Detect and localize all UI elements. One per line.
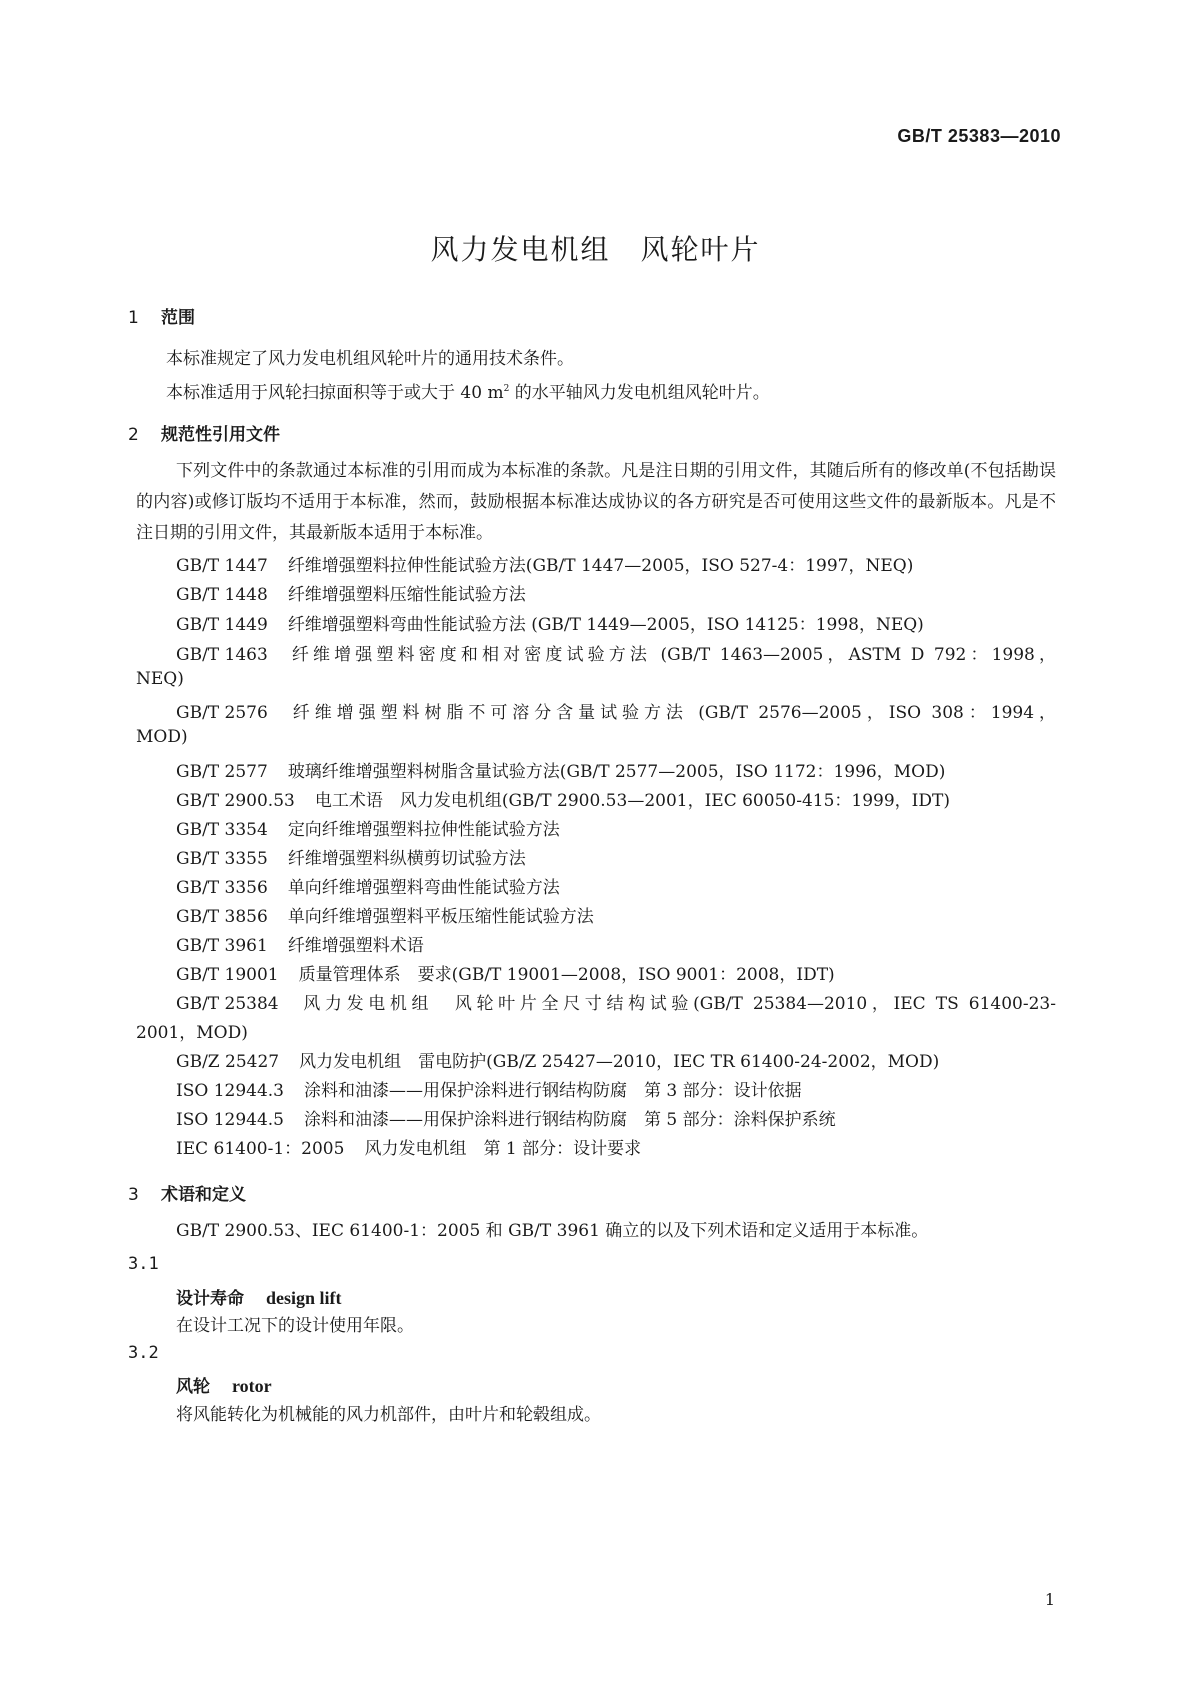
- section-number: 2: [128, 425, 139, 445]
- reference-item: [176, 698, 1056, 723]
- reference-title: 涂料和油漆——用保护涂料进行钢结构防腐 第 3 部分：设计依据: [304, 1081, 802, 1101]
- reference-code: GB/T 3354: [176, 820, 268, 840]
- reference-item: [176, 1047, 939, 1072]
- reference-item: [176, 610, 924, 635]
- term-zh: 设计寿命: [176, 1289, 244, 1309]
- reference-code: GB/T 1447: [176, 556, 268, 576]
- reference-code: GB/T 3961: [176, 936, 268, 956]
- reference-item: [176, 640, 1056, 665]
- superscript-exponent: 2: [503, 384, 510, 394]
- section-1-heading: [128, 303, 195, 328]
- reference-title: 纤维增强塑料树脂不可溶分含量试验方法 (GB/T 2576—2005，ISO 308：1994，: [287, 703, 1056, 723]
- section-title: 术语和定义: [161, 1185, 246, 1205]
- section-title: 范围: [161, 308, 195, 328]
- reference-code: GB/T 1449: [176, 615, 268, 635]
- reference-title: 纤维增强塑料弯曲性能试验方法 (GB/T 1449—2005，ISO 14125：1998，NEQ): [287, 615, 924, 635]
- reference-code: GB/T 1463: [176, 645, 268, 665]
- reference-title: 单向纤维增强塑料平板压缩性能试验方法: [287, 907, 594, 927]
- reference-item: [176, 931, 424, 956]
- standard-number: GB/T 25383—2010: [897, 126, 1061, 146]
- term-zh: 风轮: [176, 1377, 210, 1397]
- reference-item: [176, 873, 560, 898]
- section-title: 规范性引用文件: [161, 425, 280, 445]
- section-2-intro: 下列文件中的条款通过本标准的引用而成为本标准的条款。凡是注日期的引用文件，其随后所有的修改单(不包括勘误的内容)或修订版均不适用于本标准，然而，鼓励根据本标准达成协议的各方研究是否可使用这些文件的最新版本。凡是不注日期的引用文件，其最新版本适用于本标准。: [136, 461, 1056, 543]
- term-number: 3.2: [128, 1343, 159, 1363]
- reference-code: GB/T 3355: [176, 849, 268, 869]
- section-number: 3: [128, 1185, 139, 1205]
- reference-item: [176, 1076, 802, 1101]
- reference-continuation: NEQ): [136, 669, 184, 689]
- reference-title: 纤维增强塑料纵横剪切试验方法: [287, 849, 526, 869]
- term-en: rotor: [232, 1376, 272, 1396]
- reference-code: GB/T 2577: [176, 762, 268, 782]
- reference-code: GB/T 1448: [176, 585, 268, 605]
- reference-title: 风力发电机组 雷电防护(GB/Z 25427—2010，IEC TR 61400-24-2002，MOD): [299, 1052, 940, 1072]
- reference-continuation: 2001，MOD): [136, 1023, 248, 1043]
- term-number: 3.1: [128, 1254, 159, 1274]
- reference-title: 纤维增强塑料术语: [287, 936, 424, 956]
- reference-title: 玻璃纤维增强塑料树脂含量试验方法(GB/T 2577—2005，ISO 1172：1996，MOD): [287, 762, 946, 782]
- section-3-heading: [128, 1180, 246, 1205]
- section-1-paragraph-2: [166, 374, 770, 409]
- reference-title: 单向纤维增强塑料弯曲性能试验方法: [287, 878, 560, 898]
- reference-item: [176, 902, 594, 927]
- term-definition: 在设计工况下的设计使用年限。: [176, 1316, 414, 1336]
- reference-item: [176, 580, 526, 605]
- term-definition: 将风能转化为机械能的风力机部件，由叶片和轮毂组成。: [176, 1405, 601, 1425]
- reference-item: [176, 844, 526, 869]
- reference-title: 定向纤维增强塑料拉伸性能试验方法: [287, 820, 560, 840]
- section-number: 1: [128, 308, 139, 328]
- reference-code: GB/T 2576: [176, 703, 268, 723]
- reference-code: GB/T 3356: [176, 878, 268, 898]
- reference-title: 纤维增强塑料压缩性能试验方法: [287, 585, 526, 605]
- section-3-intro: GB/T 2900.53、IEC 61400-1：2005 和 GB/T 3961 确立的以及下列术语和定义适用于本标准。: [176, 1221, 929, 1241]
- reference-item: [176, 815, 560, 840]
- term-en: design lift: [266, 1288, 342, 1308]
- paragraph-text: 的水平轴风力发电机组风轮叶片。: [509, 383, 770, 403]
- reference-code: ISO 12944.5: [176, 1110, 285, 1130]
- reference-title: 风力发电机组 风轮叶片全尺寸结构试验(GB/T 25384—2010，IEC TS 61400-23-: [298, 994, 1056, 1014]
- reference-title: 涂料和油漆——用保护涂料进行钢结构防腐 第 5 部分：涂料保护系统: [304, 1110, 836, 1130]
- reference-title: 电工术语 风力发电机组(GB/T 2900.53—2001，IEC 60050-415：1999，IDT): [314, 791, 950, 811]
- reference-code: GB/T 19001: [176, 965, 279, 985]
- document-title: 风力发电机组 风轮叶片: [430, 233, 761, 266]
- reference-code: GB/T 3856: [176, 907, 268, 927]
- reference-code: GB/Z 25427: [176, 1052, 280, 1072]
- reference-item: [176, 551, 913, 576]
- page-number: 1: [1044, 1590, 1055, 1609]
- reference-code: IEC 61400-1：2005: [176, 1139, 345, 1159]
- reference-title: 质量管理体系 要求(GB/T 19001—2008，ISO 9001：2008，IDT): [298, 965, 835, 985]
- paragraph-text: 本标准适用于风轮扫掠面积等于或大于 40 m: [166, 383, 504, 403]
- reference-code: GB/T 25384: [176, 994, 279, 1014]
- section-2-heading: [128, 420, 280, 445]
- reference-code: ISO 12944.3: [176, 1081, 285, 1101]
- reference-title: 纤维增强塑料密度和相对密度试验方法 (GB/T 1463—2005，ASTM D 792：1998，: [287, 645, 1056, 665]
- reference-continuation: MOD): [136, 727, 188, 747]
- reference-item: [176, 1134, 641, 1159]
- reference-item: [176, 786, 950, 811]
- term-name: [176, 1284, 342, 1309]
- reference-item: [176, 960, 835, 985]
- reference-code: GB/T 2900.53: [176, 791, 295, 811]
- term-name: [176, 1372, 272, 1397]
- section-1-paragraph-1: 本标准规定了风力发电机组风轮叶片的通用技术条件。: [166, 349, 574, 369]
- reference-title: 风力发电机组 第 1 部分：设计要求: [364, 1139, 642, 1159]
- reference-item: [176, 757, 945, 782]
- reference-item: [176, 989, 1056, 1014]
- reference-item: [176, 1105, 836, 1130]
- reference-title: 纤维增强塑料拉伸性能试验方法(GB/T 1447—2005，ISO 527-4：1997，NEQ): [287, 556, 914, 576]
